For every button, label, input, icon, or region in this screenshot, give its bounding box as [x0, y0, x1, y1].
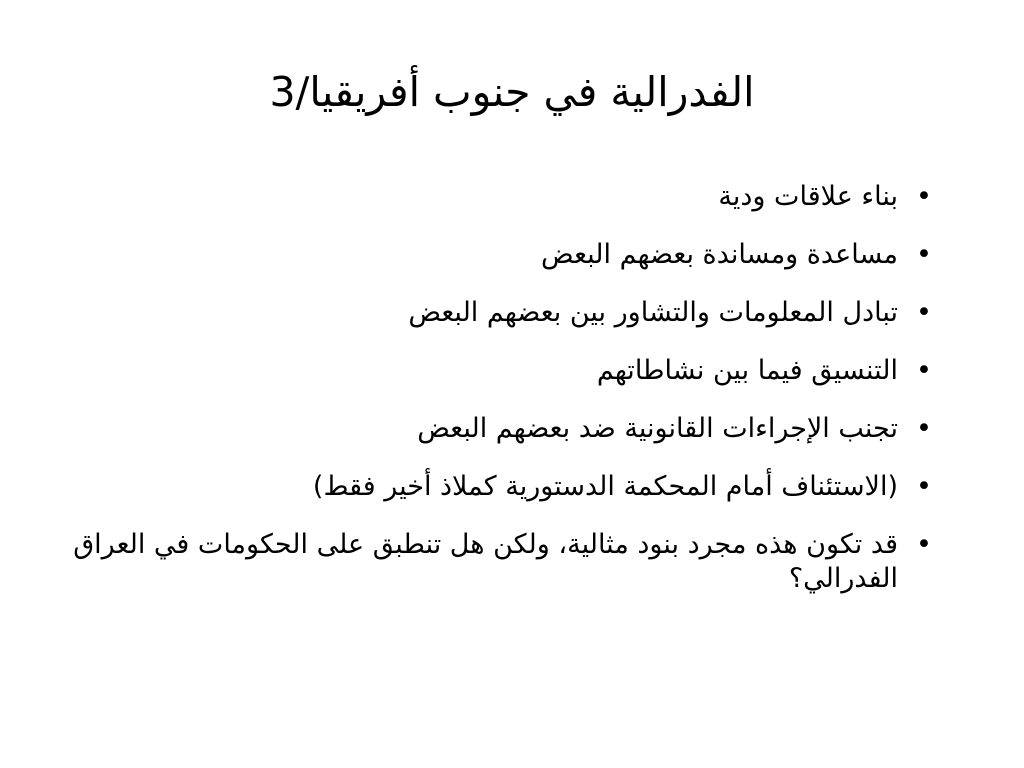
bullet-item	[60, 412, 940, 446]
bullet-item	[60, 296, 940, 330]
bullet-icon: •	[916, 181, 932, 212]
bullet-icon: •	[916, 297, 932, 328]
bullet-text: بناء علاقات ودية	[718, 181, 898, 212]
bullet-icon: •	[916, 239, 932, 270]
bullet-item	[60, 354, 940, 388]
bullet-text: مساعدة ومساندة بعضهم البعض	[541, 239, 898, 270]
bullet-item	[60, 470, 940, 504]
bullet-icon: •	[916, 529, 932, 560]
bullet-text: تبادل المعلومات والتشاور بين بعضهم البعض	[408, 297, 898, 328]
bullet-item	[60, 180, 940, 214]
bullet-text: (الاستئناف أمام المحكمة الدستورية كملاذ أخير فقط)	[312, 471, 898, 502]
bullet-icon: •	[916, 355, 932, 386]
slide-title: الفدرالية في جنوب أفريقيا/3	[269, 68, 755, 116]
bullet-text: التنسيق فيما بين نشاطاتهم	[596, 355, 898, 386]
bullet-icon: •	[916, 413, 932, 444]
bullet-text: قد تكون هذه مجرد بنود مثالية، ولكن هل تنطبق على الحكومات في العراق الفدرالي؟	[73, 529, 898, 594]
bullet-text: تجنب الإجراءات القانونية ضد بعضهم البعض	[417, 413, 898, 444]
bullet-item	[60, 238, 940, 272]
bullet-icon: •	[916, 471, 932, 502]
bullet-item	[60, 528, 940, 596]
bullet-list	[60, 180, 940, 620]
